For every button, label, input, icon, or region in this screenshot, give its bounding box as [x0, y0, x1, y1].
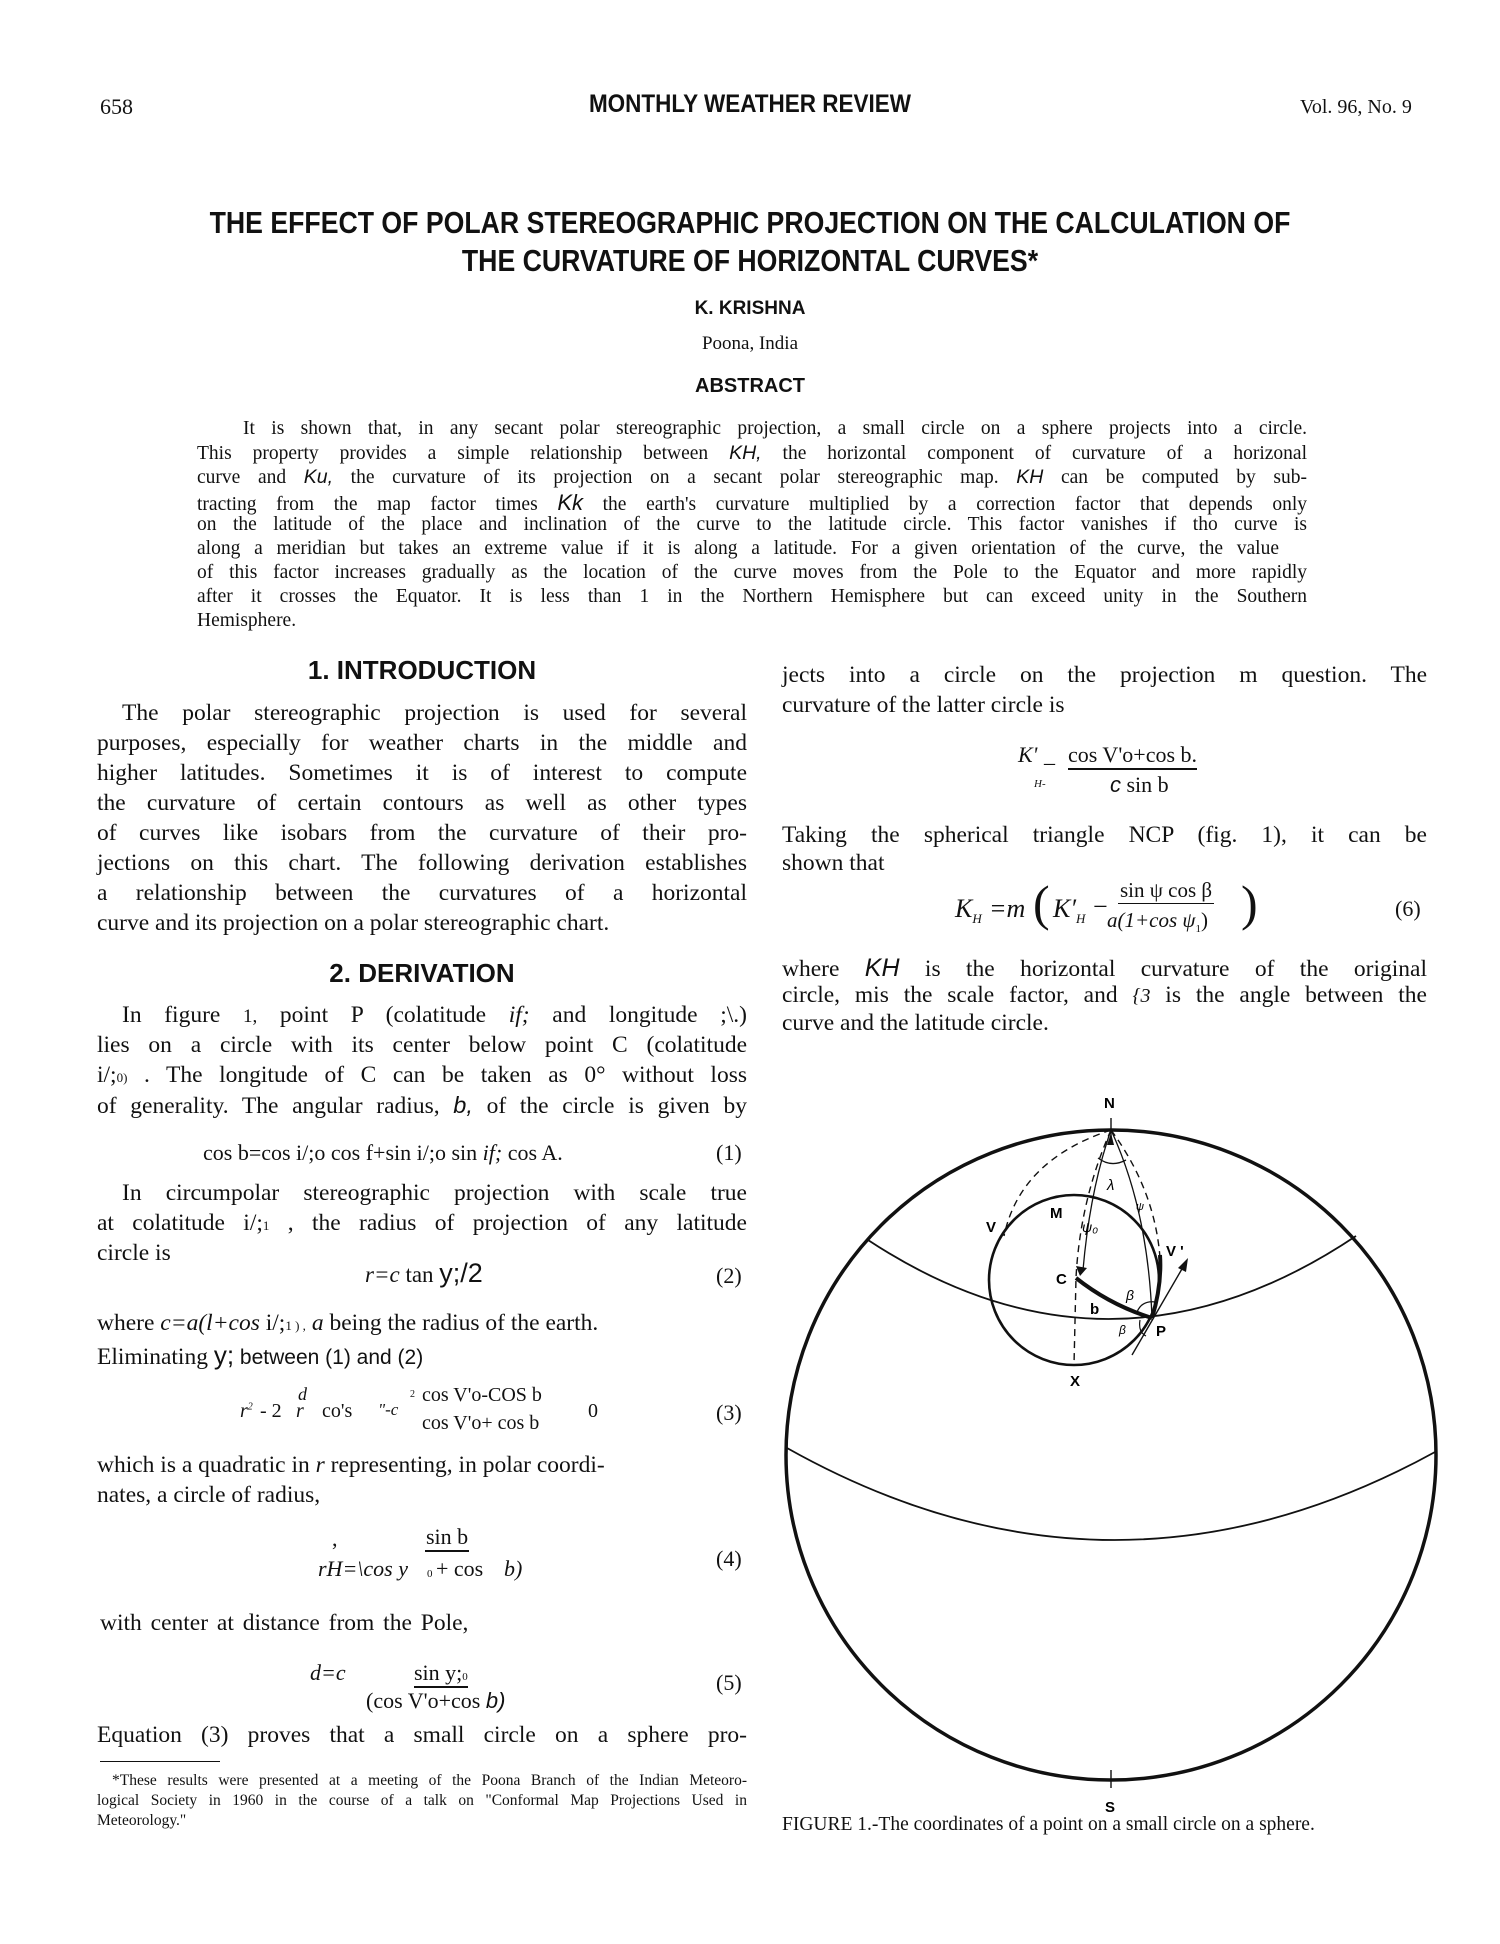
- text: 1: [262, 1218, 270, 1233]
- subscript: H-: [1034, 778, 1046, 790]
- footnote-line: logical Society in 1960 in the course of a talk on "Conformal Map Projections Used in: [97, 1792, 747, 1809]
- abstract-line: [197, 466, 1307, 489]
- paragraph-line: [782, 982, 1427, 1009]
- arrowhead-c: [1076, 1266, 1087, 1276]
- equation-text: b): [485, 1688, 506, 1713]
- symbol-kh: KH: [1016, 466, 1044, 488]
- equation-text: d=c: [310, 1660, 346, 1685]
- text: point P (colatitude: [257, 1002, 509, 1028]
- label-psi: ψ: [1136, 1201, 1145, 1213]
- label-n: N: [1104, 1095, 1115, 1112]
- equation-text: _: [1044, 742, 1055, 767]
- paragraph-line: lies on a circle with its center below point C (colatitude: [97, 1032, 747, 1058]
- text: of generality. The angular radius,: [97, 1093, 454, 1119]
- text: is the horizontal curvature of the original: [899, 956, 1427, 982]
- abstract-text: tracting from the map factor times: [197, 494, 558, 515]
- equation-text: a(1+cos ψ: [1107, 908, 1196, 932]
- text: i/;: [259, 1310, 286, 1336]
- equation-kh-prime: [1018, 738, 1268, 808]
- abstract-line: [197, 610, 1307, 632]
- subscript: 1: [1195, 923, 1201, 936]
- label-lambda: λ: [1107, 1177, 1115, 1194]
- abstract-text: the horizontal component of curvature of a horizonal: [761, 443, 1307, 464]
- section-heading-introduction: 1. INTRODUCTION: [307, 655, 537, 685]
- text: and longitude ;\.): [529, 1002, 747, 1028]
- paragraph-line: [97, 1340, 747, 1371]
- volume-issue: Vol. 96, No. 9: [1300, 96, 1412, 118]
- text: c=a(l+cos: [160, 1310, 260, 1336]
- paragraph-line: [97, 1210, 747, 1237]
- paragraph-line: Taking the spherical triangle NCP (fig. 1), it can be: [782, 822, 1427, 848]
- paragraph-line: purposes, especially for weather charts in the middle and: [97, 730, 747, 756]
- equation-text: sin b: [426, 1524, 469, 1549]
- symbol-kh: KH: [864, 954, 900, 982]
- text: is the angle between the: [1150, 982, 1427, 1008]
- text: which is a quadratic in: [97, 1452, 316, 1478]
- latitude-circle-upper: [868, 1236, 1356, 1319]
- text: In figure: [122, 1002, 243, 1028]
- subscript: 0: [427, 1568, 433, 1580]
- equation-text: K': [1018, 742, 1038, 767]
- symbol-kk: Kk: [557, 490, 583, 515]
- text: 1,: [242, 1006, 258, 1027]
- text: where: [782, 956, 865, 982]
- equation-text: sin b: [1121, 772, 1169, 797]
- fraction-numerator: sin ψ cos β: [1120, 878, 1213, 902]
- equation-text: y;/2: [439, 1258, 483, 1288]
- text: 0): [116, 1070, 128, 1085]
- abstract-text: of this factor increases gradually as the location of the curve moves from the Pole to the Equator and more rapidly: [197, 562, 1307, 583]
- equation-text: K′: [1053, 894, 1077, 923]
- equation-4: [318, 1524, 632, 1590]
- abstract-line: [197, 538, 1279, 560]
- equation-6: [955, 875, 1258, 940]
- label-v-prime: V ': [1166, 1243, 1184, 1260]
- var-r: r: [240, 1400, 248, 1422]
- label-s: S: [1105, 1799, 1116, 1816]
- symbol-ku: Ku,: [303, 466, 334, 488]
- paragraph-line: [97, 1092, 747, 1120]
- tangent-arrowhead: [1178, 1258, 1188, 1272]
- text: where: [97, 1310, 161, 1336]
- paragraph-line: [97, 1310, 747, 1337]
- equation-number: (6): [1395, 896, 1421, 921]
- equation-text: 2: [410, 1389, 415, 1400]
- abstract-text: It is shown that, in any secant polar stereographic projection, a small circle on a sphere projects into a circle.: [243, 418, 1307, 439]
- text: a: [305, 1310, 324, 1336]
- equation-text: [240, 1400, 253, 1423]
- label-psi0: ψ₀: [1082, 1219, 1099, 1235]
- abstract-text: Hemisphere.: [197, 610, 297, 631]
- equation-text: (cos V'o+cos: [366, 1688, 486, 1713]
- equation-text: ): [1200, 908, 1208, 932]
- meridian-through-c: [1074, 1130, 1111, 1365]
- label-beta-lower: β: [1119, 1323, 1126, 1337]
- equation-number: (3): [716, 1400, 742, 1425]
- equation-2: [365, 1258, 483, 1289]
- equation-text: [1053, 894, 1085, 927]
- paragraph-line: with center at distance from the Pole,: [100, 1610, 469, 1636]
- equation-number: (5): [716, 1670, 742, 1695]
- equation-number: (2): [716, 1263, 742, 1288]
- text: . The longitude of C can be taken as 0° without loss: [127, 1062, 747, 1088]
- abstract-line: [197, 586, 1307, 608]
- equation-text: [955, 894, 982, 927]
- paragraph-line: The polar stereographic projection is used for several: [122, 700, 747, 726]
- equation-number: (4): [716, 1546, 742, 1571]
- label-beta-upper: β: [1126, 1287, 1134, 1303]
- abstract-text: curve and: [197, 467, 304, 488]
- paragraph-line: [782, 954, 1427, 983]
- paragraph-line: jections on this chart. The following derivation establishes: [97, 850, 747, 876]
- journal-title: MONTHLY WEATHER REVIEW: [588, 90, 912, 118]
- abstract-text: on the latitude of the place and inclination of the curve to the latitude circle. This factor vanishes if tho curve is: [197, 514, 1307, 535]
- section-heading-derivation: 2. DERIVATION: [329, 958, 515, 988]
- equation-text: K: [955, 894, 973, 923]
- label-m: M: [1050, 1205, 1063, 1222]
- paragraph-line: curvature of the latter circle is: [782, 692, 1065, 718]
- label-b: b: [1090, 1301, 1100, 1318]
- symbol-kh: KH,: [729, 442, 762, 464]
- equation-text: 0: [588, 1400, 598, 1422]
- equation-text: cos b=cos i/;o cos f+sin i/;o sin: [203, 1140, 483, 1165]
- sphere-outline: [786, 1130, 1436, 1780]
- page-number: 658: [100, 94, 133, 119]
- text: being the radius of the earth.: [323, 1310, 599, 1336]
- text: {3: [1132, 985, 1151, 1007]
- label-p: P: [1156, 1323, 1167, 1340]
- text: circle, mis the scale factor, and: [782, 982, 1133, 1008]
- abstract-text: the earth's curvature multiplied by a correction factor that depends only: [583, 494, 1307, 515]
- fraction-numerator: [425, 1524, 469, 1552]
- text: i/;: [97, 1062, 117, 1088]
- equation-text: r=c: [365, 1262, 400, 1287]
- affiliation: Poona, India: [701, 333, 799, 354]
- footnote-line: *These results were presented at a meeting of the Poona Branch of the Indian Meteoro-: [112, 1772, 747, 1789]
- article-title-line-2: THE CURVATURE OF HORIZONTAL CURVES*: [461, 243, 1039, 278]
- abstract-line: [197, 490, 1307, 516]
- label-c: C: [1056, 1271, 1067, 1288]
- paragraph-line: a relationship between the curvatures of a horizontal: [97, 880, 747, 906]
- paragraph-line: shown that: [782, 850, 885, 876]
- label-v: V: [986, 1219, 997, 1236]
- paragraph-line: [97, 1452, 747, 1479]
- equation-text: ,: [332, 1526, 338, 1551]
- text: of the circle is given by: [472, 1093, 747, 1119]
- fraction-denominator: cos V'o+ cos b: [422, 1412, 540, 1434]
- equation-3: [240, 1384, 620, 1440]
- fraction-numerator: [414, 1660, 468, 1688]
- subscript: H: [972, 911, 982, 927]
- equation-text: r: [296, 1400, 304, 1422]
- arc-b: [1076, 1278, 1152, 1318]
- text: at colatitude i/;: [97, 1210, 263, 1236]
- equation-text: co's: [322, 1400, 353, 1422]
- fraction-denominator: [1110, 772, 1169, 798]
- equation-text: - 2: [260, 1400, 282, 1422]
- equation-text: if;: [482, 1140, 503, 1165]
- small-circle: [989, 1195, 1159, 1365]
- equation-text: cos A.: [502, 1140, 563, 1165]
- text: if;: [508, 1002, 530, 1028]
- text: b,: [453, 1092, 473, 1118]
- paren-close: ): [1241, 875, 1258, 931]
- fraction-denominator: [366, 1688, 505, 1714]
- paragraph-line: [122, 1002, 747, 1029]
- paragraph-line: Equation (3) proves that a small circle on a sphere pro-: [97, 1722, 747, 1748]
- abstract-text: along a meridian but takes an extreme value if it is along a latitude. For a given orientation of the curve, the value: [197, 538, 1279, 559]
- text: , the radius of projection of any latitude: [269, 1210, 747, 1236]
- equation-text: "-c: [378, 1400, 399, 1419]
- label-x: X: [1070, 1373, 1081, 1390]
- abstract-line: [197, 442, 1307, 465]
- equation-text: −: [1093, 892, 1108, 921]
- abstract-line: [243, 418, 1307, 440]
- equation-text: =m: [989, 894, 1026, 923]
- paragraph-line: of curves like isobars from the curvature of their pro-: [97, 820, 747, 846]
- fraction-numerator: cos V'o+cos b.: [1068, 742, 1197, 770]
- paragraph-line: the curvature of certain contours as well as other types: [97, 790, 747, 816]
- paragraph-line: jects into a circle on the projection m question. The: [782, 662, 1427, 688]
- text: representing, in polar coordi-: [324, 1452, 605, 1478]
- paragraph-line: In circumpolar stereographic projection with scale true: [122, 1180, 747, 1206]
- author: K. KRISHNA: [694, 298, 806, 319]
- equation-5: [310, 1654, 630, 1714]
- footnote-line: Meteorology.": [97, 1812, 187, 1829]
- paren-open: (: [1033, 875, 1050, 931]
- equation-1: [203, 1140, 563, 1166]
- abstract-line: [197, 562, 1307, 584]
- equation-text: tan: [399, 1262, 440, 1287]
- abstract-text: the curvature of its projection on a secant polar stereographic map.: [333, 467, 1017, 488]
- equation-text: b): [504, 1556, 523, 1581]
- subscript: 0: [462, 1671, 468, 1683]
- equation-text: sin y;: [414, 1660, 463, 1685]
- abstract-text: can be computed by sub-: [1043, 467, 1307, 488]
- article-title-line-1: THE EFFECT OF POLAR STEREOGRAPHIC PROJECTION ON THE CALCULATION OF: [209, 205, 1291, 240]
- superscript: 2: [247, 1401, 253, 1413]
- abstract-line: [197, 514, 1307, 536]
- paragraph-line: circle is: [97, 1240, 171, 1266]
- fraction-denominator: [1107, 908, 1208, 935]
- equation-text: rH=\cos y: [318, 1556, 408, 1581]
- text: between (1) and (2): [234, 1346, 424, 1369]
- text: y;: [213, 1340, 235, 1370]
- equation-number: (1): [716, 1140, 742, 1165]
- text: Eliminating: [97, 1344, 214, 1370]
- fraction-numerator: cos V'o-COS b: [422, 1384, 542, 1406]
- abstract-heading: ABSTRACT: [695, 375, 805, 397]
- equator: [787, 1448, 1435, 1540]
- equation-text: + cos: [436, 1556, 484, 1581]
- paragraph-line: curve and the latitude circle.: [782, 1010, 1049, 1036]
- equation-text: c: [1110, 772, 1121, 797]
- paragraph-line: higher latitudes. Sometimes it is of interest to compute: [97, 760, 747, 786]
- meridian-to-v-prime: [1111, 1130, 1160, 1258]
- paragraph-line: nates, a circle of radius,: [97, 1482, 321, 1508]
- abstract-text: after it crosses the Equator. It is less than 1 in the Northern Hemisphere but can exceed unity in the Southern: [197, 586, 1307, 607]
- subscript: H: [1076, 911, 1086, 927]
- paragraph-line: [97, 1062, 747, 1089]
- figure-caption: FIGURE 1.-The coordinates of a point on a small circle on a sphere.: [782, 1814, 1315, 1835]
- figure-1-diagram: [770, 1080, 1460, 1820]
- equation-text: d: [298, 1384, 307, 1404]
- text: r: [315, 1452, 325, 1478]
- text: 1 ) ,: [285, 1318, 306, 1333]
- abstract-text: This property provides a simple relationship between: [197, 443, 730, 464]
- paragraph-line: curve and its projection on a polar stereographic chart.: [97, 910, 610, 936]
- footnote-rule: [100, 1761, 220, 1762]
